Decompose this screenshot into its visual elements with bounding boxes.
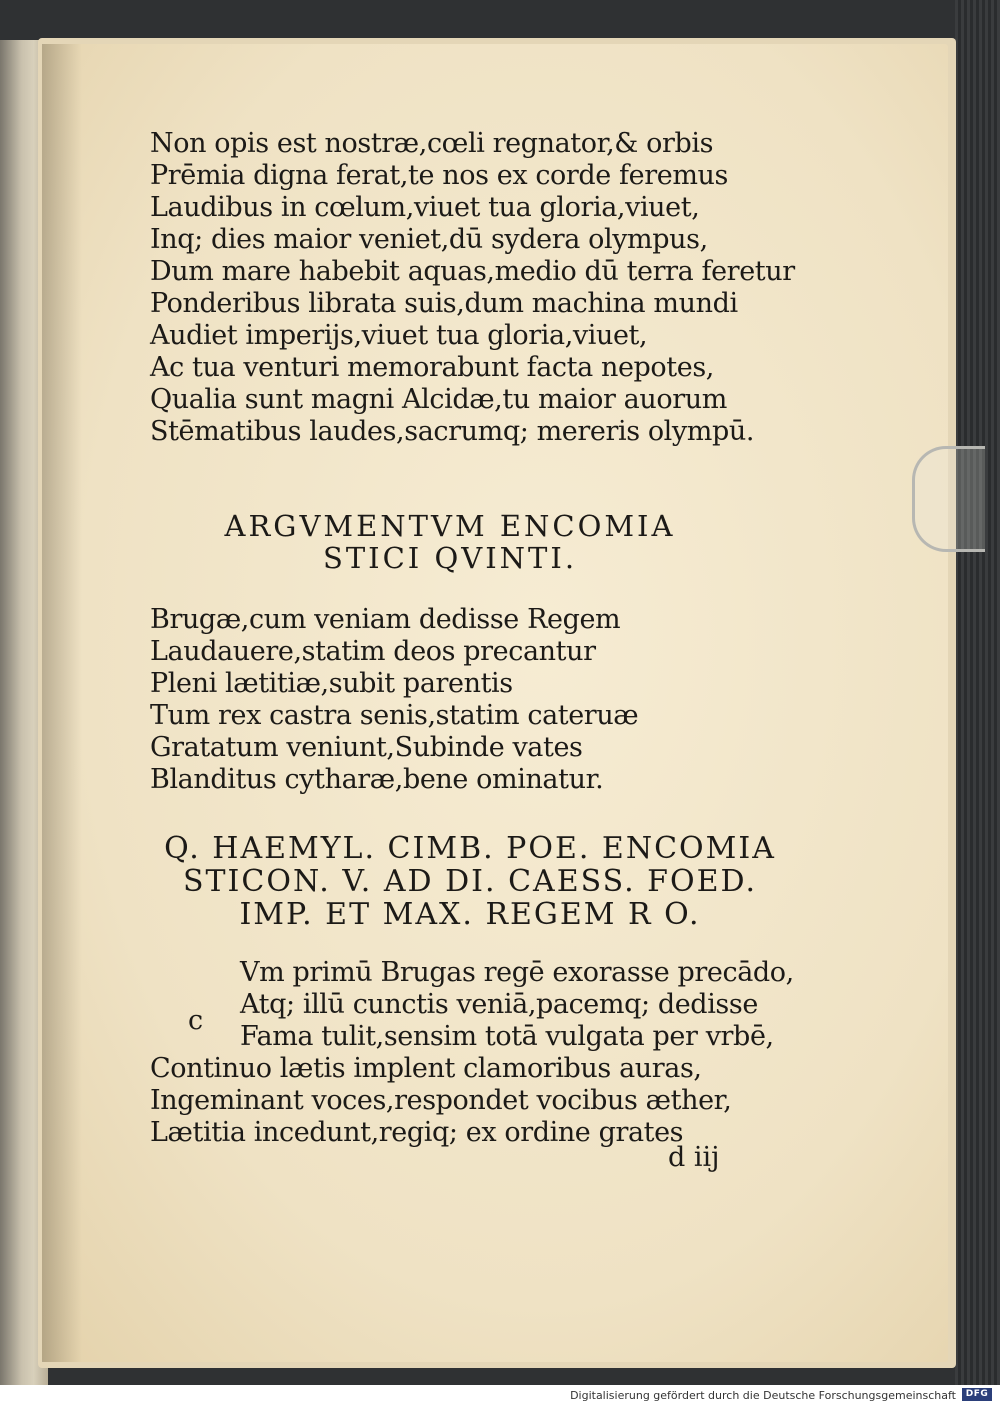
encomium-line: Atq; illū cunctis veniā,pacemq; dedisse — [240, 989, 758, 1020]
argument-line: Pleni lætitiæ,subit parentis — [150, 668, 513, 699]
encomium-line: Ingeminant voces,respondet vocibus æther, — [150, 1085, 732, 1116]
verse-line: Ac tua venturi memorabunt facta nepotes, — [150, 352, 714, 383]
encomium-title: IMP. ET MAX. REGEM R O. — [239, 897, 701, 932]
argument-heading: ARGVMENTVM ENCOMIA — [224, 509, 676, 543]
encomium-line: Continuo lætis implent clamoribus auras, — [150, 1053, 702, 1084]
verse-line: Audiet imperijs,viuet tua gloria,viuet, — [150, 320, 648, 351]
argument-line: Brugæ,cum veniam dedisse Regem — [150, 604, 621, 635]
page-clip — [912, 446, 985, 552]
printed-text — [150, 120, 850, 1149]
argument-line: Blanditus cytharæ,bene ominatur. — [150, 764, 604, 795]
funding-credit: Digitalisierung gefördert durch die Deutsche Forschungsgemeinschaft — [570, 1389, 956, 1402]
verse-line: Inq; dies maior veniet,dū sydera olympus, — [150, 224, 708, 255]
verse-line: Non opis est nostræ,cœli regnator,& orbis — [150, 128, 714, 159]
verse-line: Dum mare habebit aquas,medio dū terra feretur — [150, 256, 795, 287]
encomium-line: Vm primū Brugas regē exorasse precādo, — [240, 957, 794, 988]
footer-bar — [0, 1385, 1000, 1405]
encomium-line: Fama tulit,sensim totā vulgata per vrbē, — [240, 1021, 774, 1052]
encomium-title: Q. HAEMYL. CIMB. POE. ENCOMIA — [164, 831, 776, 866]
initial-guide-letter: c — [188, 1005, 204, 1036]
dfg-logo-icon[interactable]: DFG — [962, 1388, 992, 1401]
encomium-title: STICON. V. AD DI. CAESS. FOED. — [182, 864, 757, 899]
argument-heading: STICI QVINTI. — [322, 541, 578, 575]
verse-line: Qualia sunt magni Alcidæ,tu maior auorum — [150, 384, 727, 415]
argument-line: Laudauere,statim deos precantur — [150, 636, 596, 667]
verse-line: Laudibus in cœlum,viuet tua gloria,viuet, — [150, 192, 700, 223]
verse-line: Ponderibus librata suis,dum machina mundi — [150, 288, 738, 319]
verse-line: Stēmatibus laudes,sacrumq; mereris olympū. — [150, 416, 755, 447]
encomium-line: Lætitia incedunt,regiq; ex ordine grates — [150, 1117, 684, 1148]
book-cover-edge — [955, 0, 1000, 1385]
argument-line: Gratatum veniunt,Subinde vates — [150, 732, 583, 763]
gutter-shadow — [42, 44, 82, 1362]
argument-line: Tum rex castra senis,statim cateruæ — [150, 700, 639, 731]
verse-line: Prēmia digna ferat,te nos ex corde feremus — [150, 160, 728, 191]
signature-mark: d iij — [668, 1142, 720, 1173]
